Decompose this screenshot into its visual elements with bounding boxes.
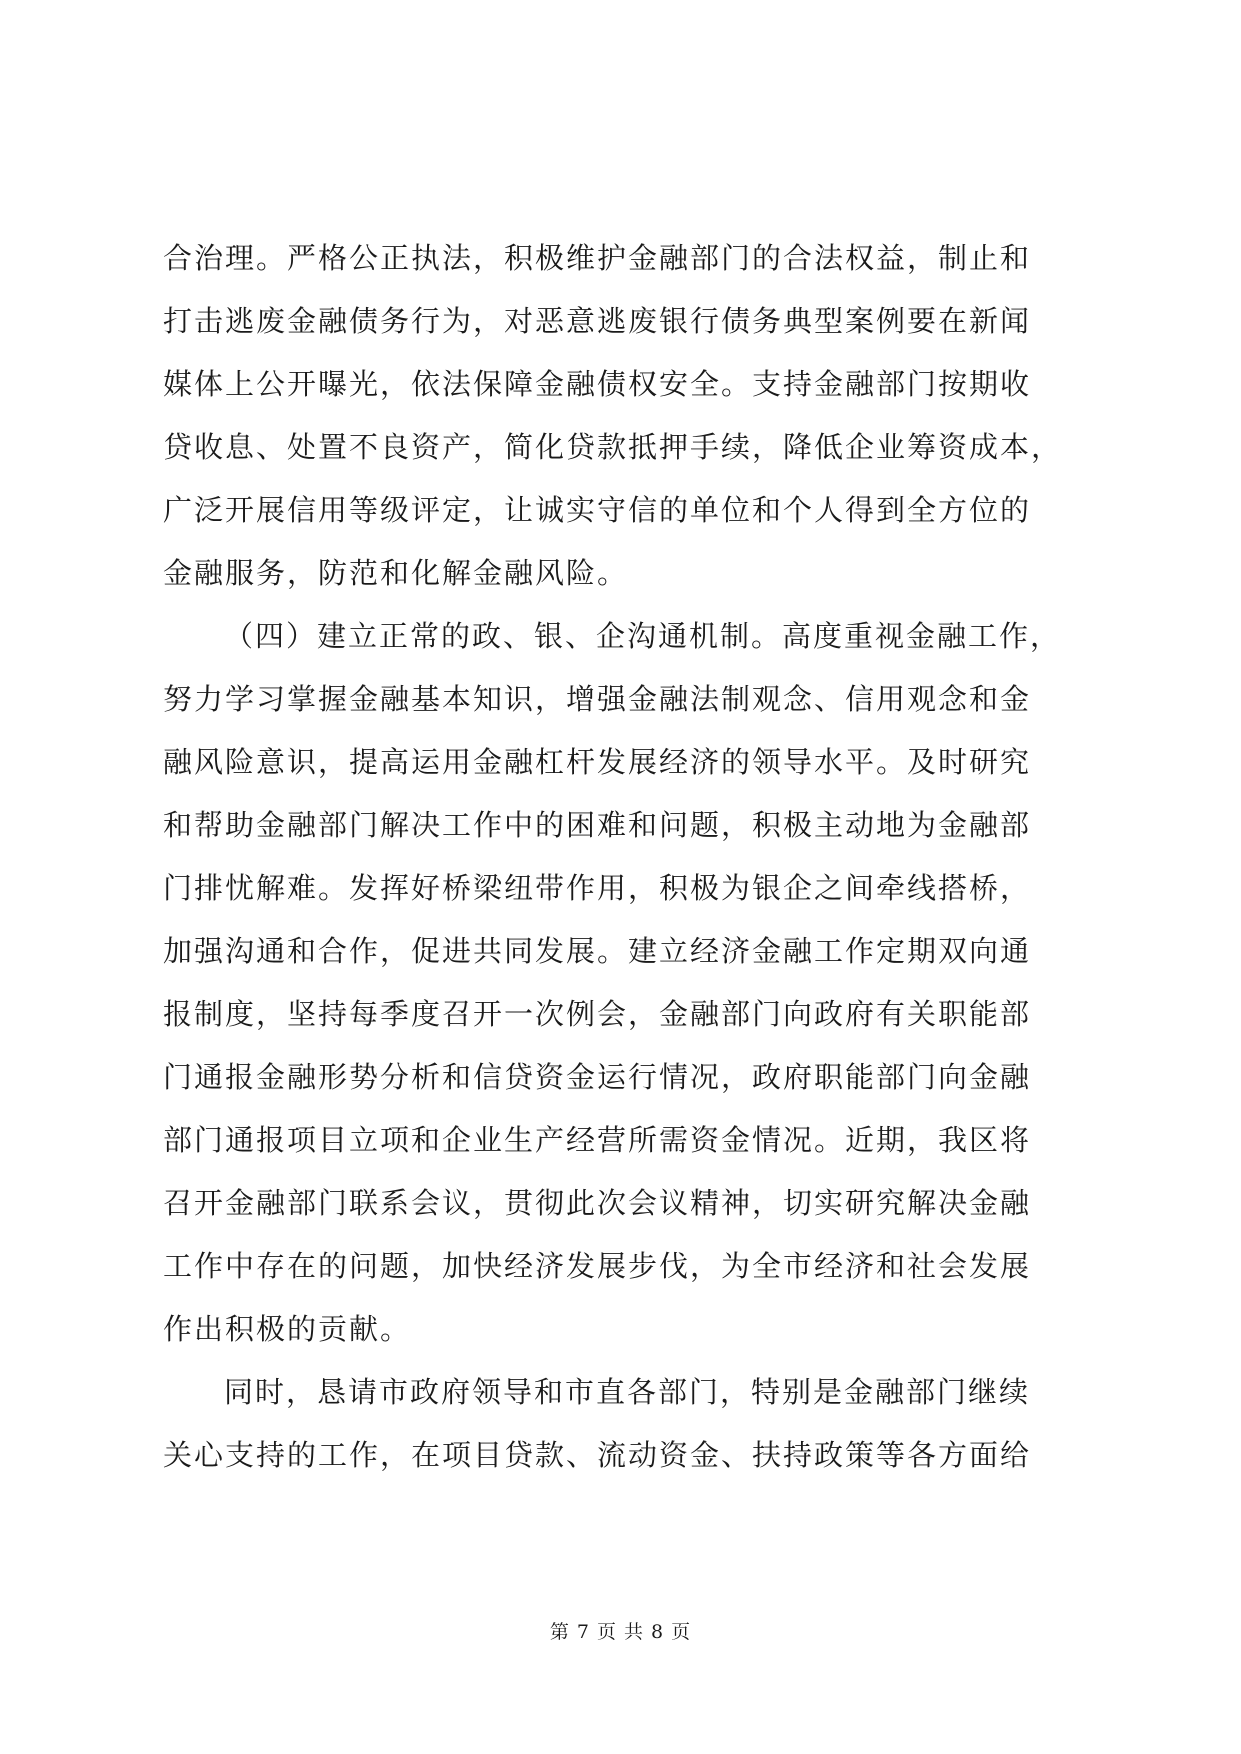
text-line: 金融服务，防范和化解金融风险。 [163, 556, 629, 590]
body-text [163, 227, 1078, 1487]
page-number-footer: 第 7 页 共 8 页 [549, 1621, 692, 1643]
text-line: 打击逃废金融债务行为，对恶意逃废银行债务典型案例要在新闻 [163, 304, 1032, 338]
text-line: 工作中存在的问题，加快经济发展步伐，为全市经济和社会发展 [163, 1249, 1032, 1283]
text-line: 报制度，坚持每季度召开一次例会，金融部门向政府有关职能部 [163, 997, 1032, 1031]
text-line: 合治理。严格公正执法，积极维护金融部门的合法权益，制止和 [163, 241, 1032, 275]
text-line: 关心支持的工作，在项目贷款、流动资金、扶持政策等各方面给 [163, 1438, 1032, 1472]
text-line: 广泛开展信用等级评定，让诚实守信的单位和个人得到全方位的 [163, 493, 1032, 527]
text-line: 努力学习掌握金融基本知识，增强金融法制观念、信用观念和金 [163, 682, 1032, 716]
text-line: 召开金融部门联系会议，贯彻此次会议精神，切实研究解决金融 [163, 1186, 1032, 1220]
text-line: 门通报金融形势分析和信贷资金运行情况，政府职能部门向金融 [163, 1060, 1032, 1094]
text-line: 门排忧解难。发挥好桥梁纽带作用，积极为银企之间牵线搭桥， [163, 871, 1032, 905]
text-line: 和帮助金融部门解决工作中的困难和问题，积极主动地为金融部 [163, 808, 1032, 842]
text-line: 融风险意识，提高运用金融杠杆发展经济的领导水平。及时研究 [163, 745, 1032, 779]
text-line: 媒体上公开曝光，依法保障金融债权安全。支持金融部门按期收 [163, 367, 1032, 401]
text-line: 贷收息、处置不良资产，简化贷款抵押手续，降低企业筹资成本， [163, 430, 1063, 464]
text-line: 部门通报项目立项和企业生产经营所需资金情况。近期，我区将 [163, 1123, 1032, 1157]
text-line: （四）建立正常的政、银、企沟通机制。高度重视金融工作， [224, 619, 1062, 653]
text-line: 作出积极的贡献。 [163, 1312, 412, 1346]
text-line: 同时，恳请市政府领导和市直各部门，特别是金融部门继续 [224, 1375, 1031, 1409]
text-line: 加强沟通和合作，促进共同发展。建立经济金融工作定期双向通 [163, 934, 1032, 968]
